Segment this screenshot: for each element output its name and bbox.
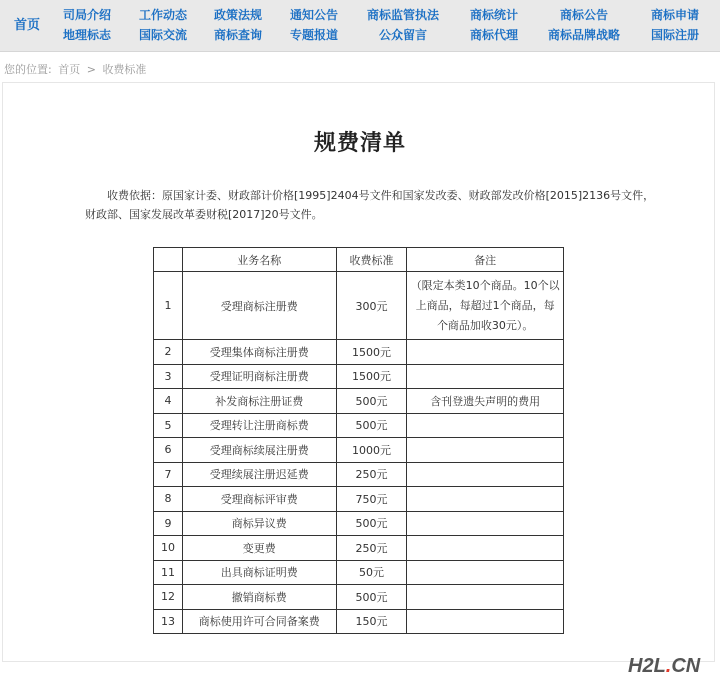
- nav-link[interactable]: 政策法规: [213, 8, 262, 22]
- row-index: 8: [154, 487, 183, 512]
- row-fee: 250元: [336, 462, 407, 487]
- table-row: [154, 272, 564, 340]
- nav-link[interactable]: 商标代理: [469, 28, 518, 42]
- table-row: [154, 413, 564, 438]
- row-business-name: 商标异议费: [182, 511, 336, 536]
- row-index: 11: [154, 560, 183, 585]
- nav-link[interactable]: 商标统计: [469, 8, 518, 22]
- row-index: 6: [154, 438, 183, 463]
- row-remark: [407, 511, 564, 536]
- table-row: [154, 511, 564, 536]
- row-remark: [407, 585, 564, 610]
- row-remark: [407, 364, 564, 389]
- row-business-name: 商标使用许可合同备案费: [182, 609, 336, 634]
- table-row: [154, 560, 564, 585]
- watermark-text: H2L: [628, 655, 666, 677]
- nav-column: [449, 5, 539, 45]
- table-row: [154, 585, 564, 610]
- row-fee: 50元: [336, 560, 407, 585]
- nav-home-link[interactable]: 首页: [14, 18, 41, 33]
- row-index: 9: [154, 511, 183, 536]
- nav-link[interactable]: 商标申请: [650, 8, 699, 22]
- row-fee: 150元: [336, 609, 407, 634]
- row-remark: 含刊登遗失声明的费用: [407, 389, 564, 414]
- table-header-row: [154, 248, 564, 272]
- row-remark: [407, 413, 564, 438]
- row-index: 4: [154, 389, 183, 414]
- nav-column: [630, 5, 720, 45]
- watermark-dot: .: [665, 655, 672, 677]
- table-row: [154, 340, 564, 365]
- nav-link[interactable]: 商标品牌战略: [547, 28, 620, 42]
- table-row: [154, 462, 564, 487]
- row-fee: 500元: [336, 389, 407, 414]
- nav-link[interactable]: 国际交流: [138, 28, 187, 42]
- breadcrumb-home-link[interactable]: 首页: [58, 63, 81, 76]
- row-index: 5: [154, 413, 183, 438]
- breadcrumb-prefix: 您的位置:: [4, 63, 52, 76]
- nav-link[interactable]: 专题报道: [289, 28, 338, 42]
- breadcrumb-separator: >: [86, 63, 96, 76]
- top-navigation: [0, 0, 720, 52]
- row-remark: [407, 536, 564, 561]
- row-fee: 500元: [336, 413, 407, 438]
- row-fee: 750元: [336, 487, 407, 512]
- row-index: 1: [154, 272, 183, 340]
- row-fee: 1000元: [336, 438, 407, 463]
- table-row: [154, 389, 564, 414]
- row-remark: （限定本类10个商品。10个以上商品，每超过1个商品，每个商品加收30元）。: [407, 272, 564, 340]
- row-remark: [407, 462, 564, 487]
- table-row: [154, 609, 564, 634]
- row-business-name: 出具商标证明费: [182, 560, 336, 585]
- nav-link[interactable]: 司局介绍: [62, 8, 111, 22]
- nav-link[interactable]: 商标查询: [213, 28, 262, 42]
- nav-column: [269, 5, 359, 45]
- row-business-name: 受理商标续展注册费: [182, 438, 336, 463]
- nav-link[interactable]: 地理标志: [62, 28, 111, 42]
- nav-link[interactable]: 工作动态: [138, 8, 187, 22]
- row-remark: [407, 560, 564, 585]
- row-fee: 500元: [336, 511, 407, 536]
- nav-link[interactable]: 公众留言: [378, 28, 427, 42]
- table-row: [154, 487, 564, 512]
- nav-link[interactable]: 通知公告: [289, 8, 338, 22]
- nav-link[interactable]: 商标公告: [559, 8, 608, 22]
- table-row: [154, 438, 564, 463]
- row-business-name: 受理证明商标注册费: [182, 364, 336, 389]
- row-fee: 1500元: [336, 364, 407, 389]
- table-row: [154, 364, 564, 389]
- row-index: 13: [154, 609, 183, 634]
- breadcrumb-current: 收费标准: [102, 63, 147, 76]
- row-index: 7: [154, 462, 183, 487]
- fee-table: [153, 247, 564, 634]
- row-business-name: 受理集体商标注册费: [182, 340, 336, 365]
- row-business-name: 受理商标评审费: [182, 487, 336, 512]
- table-row: [154, 536, 564, 561]
- nav-link[interactable]: 商标监管执法: [366, 8, 439, 22]
- row-fee: 250元: [336, 536, 407, 561]
- row-business-name: 撤销商标费: [182, 585, 336, 610]
- row-business-name: 变更费: [182, 536, 336, 561]
- row-fee: 1500元: [336, 340, 407, 365]
- row-index: 2: [154, 340, 183, 365]
- page-title: 规费清单: [313, 131, 406, 156]
- row-business-name: 受理续展注册迟延费: [182, 462, 336, 487]
- row-index: 12: [154, 585, 183, 610]
- header-remarks: 备注: [407, 248, 564, 272]
- row-remark: [407, 340, 564, 365]
- watermark-logo: [628, 655, 700, 678]
- row-fee: 500元: [336, 585, 407, 610]
- row-fee: 300元: [336, 272, 407, 340]
- nav-link[interactable]: 国际注册: [650, 28, 699, 42]
- header-fee-standard: 收费标准: [336, 248, 407, 272]
- header-business-name: 业务名称: [182, 248, 336, 272]
- row-business-name: 受理商标注册费: [182, 272, 336, 340]
- row-remark: [407, 438, 564, 463]
- nav-column: [539, 5, 629, 45]
- row-index: 3: [154, 364, 183, 389]
- nav-column: [358, 5, 448, 45]
- watermark-text: CN: [671, 655, 701, 677]
- row-remark: [407, 487, 564, 512]
- header-index: [154, 248, 183, 272]
- breadcrumb: [4, 61, 149, 77]
- row-business-name: 补发商标注册证费: [182, 389, 336, 414]
- row-index: 10: [154, 536, 183, 561]
- row-business-name: 受理转让注册商标费: [182, 413, 336, 438]
- row-remark: [407, 609, 564, 634]
- fee-basis-text: 收费依据：原国家计委、财政部计价格[1995]2404号文件和国家发改委、财政部发改价格[2015]2136号文件，财政部、国家发展改革委财税[2017]20号文件。: [85, 189, 655, 221]
